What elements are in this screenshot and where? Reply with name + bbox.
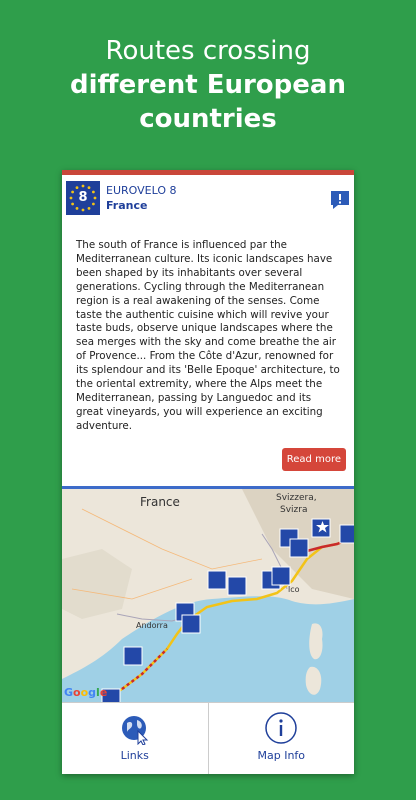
app-screen — [62, 170, 354, 774]
map-label-svizzera: Svizzera, — [276, 493, 317, 503]
nav-map-info-label: Map Info — [257, 749, 306, 762]
route-number: 8 — [78, 190, 88, 205]
report-issue-icon[interactable] — [329, 189, 351, 211]
route-name: EUROVELO 8 — [106, 183, 177, 197]
nav-links[interactable] — [62, 703, 208, 774]
map-label-andorra: Andorra — [136, 621, 168, 630]
promo-line-1: Routes crossing — [105, 36, 311, 66]
google-logo: Google — [64, 686, 108, 699]
promo-headline — [0, 34, 416, 136]
eurovelo-badge — [66, 181, 100, 215]
route-map[interactable] — [62, 486, 354, 702]
read-more-button[interactable]: Read more — [282, 448, 346, 471]
map-label-svizra: Svizra — [280, 505, 308, 515]
info-icon — [264, 711, 298, 745]
bottom-navigation — [62, 702, 354, 774]
nav-map-info[interactable] — [208, 703, 355, 774]
route-header — [62, 175, 354, 221]
map-canvas — [62, 489, 354, 702]
route-description: The south of France is influenced par the Mediterranean culture. Its iconic landscapes have been shaped by its inhabitants over several generations. Cycling through the Mediterranean region is a real awakening of the senses. Come taste the authentic cuisine which will revive your taste buds, observe unique landscapes where the sea merges with the sky and come breathe the air of Provence... From the Côte d'Azur, renowned for its splendour and its 'Belle Epoque' architecture, to the oriental extremity, where the Alps meet the Mediterranean, passing by Languedoc and its great vineyards, you will experience an exciting adventure. — [76, 239, 340, 432]
route-title — [106, 184, 176, 213]
country-name: France — [106, 198, 148, 212]
promo-line-2: different European — [70, 70, 346, 100]
nav-links-label: Links — [120, 749, 149, 762]
map-label-nice: lco — [288, 585, 300, 594]
globe-cursor-icon — [119, 713, 151, 745]
map-label-france: France — [140, 495, 180, 509]
promo-line-3: countries — [139, 104, 277, 134]
